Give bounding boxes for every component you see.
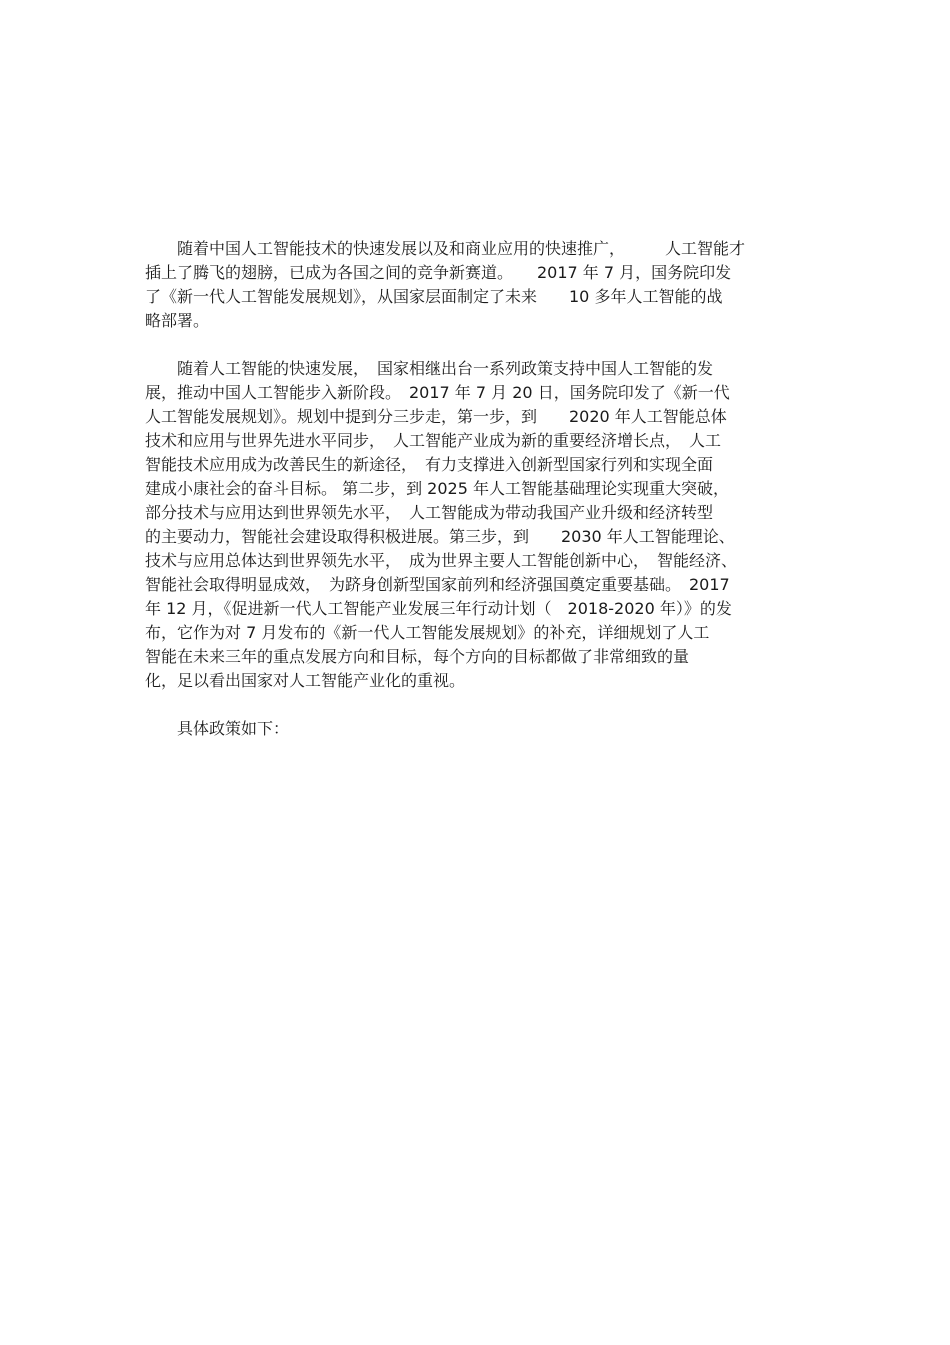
paragraph-line: 具体政策如下：	[145, 719, 290, 738]
paragraph-line: 的主要动力，智能社会建设取得积极进展。第三步，到 2030 年人工智能理论、	[145, 527, 735, 546]
paragraph-line: 随着人工智能的快速发展， 国家相继出台一系列政策支持中国人工智能的发	[145, 359, 714, 378]
paragraph-line: 布，它作为对 7 月发布的《新一代人工智能发展规划》的补充，详细规划了人工	[145, 623, 710, 642]
paragraph-line: 技术和应用与世界先进水平同步， 人工智能产业成为新的重要经济增长点， 人工	[145, 431, 722, 450]
paragraph-line: 化，足以看出国家对人工智能产业化的重视。	[145, 671, 466, 690]
paragraph-line: 智能社会取得明显成效， 为跻身创新型国家前列和经济强国奠定重要基础。 2017	[145, 575, 730, 594]
paragraph-line: 智能在未来三年的重点发展方向和目标，每个方向的目标都做了非常细致的量	[145, 647, 690, 666]
paragraph-line: 建成小康社会的奋斗目标。 第二步，到 2025 年人工智能基础理论实现重大突破，	[145, 479, 729, 498]
paragraph-line: 了《新一代人工智能发展规划》，从国家层面制定了未来 10 多年人工智能的战	[145, 287, 723, 306]
paragraph-line: 智能技术应用成为改善民生的新途径， 有力支撑进入创新型国家行列和实现全面	[145, 455, 714, 474]
paragraph-line: 部分技术与应用达到世界领先水平， 人工智能成为带动我国产业升级和经济转型	[145, 503, 714, 522]
paragraph-line: 人工智能发展规划》。规划中提到分三步走，第一步，到 2020 年人工智能总体	[145, 407, 727, 426]
paragraph-line: 插上了腾飞的翅膀，已成为各国之间的竞争新赛道。 2017 年 7 月，国务院印发	[145, 263, 732, 282]
paragraph-line: 展，推动中国人工智能步入新阶段。 2017 年 7 月 20 日，国务院印发了《新一代	[145, 383, 730, 402]
paragraph-line: 随着中国人工智能技术的快速发展以及和商业应用的快速推广， 人工智能才	[145, 239, 746, 258]
paragraph-line: 年 12 月，《促进新一代人工智能产业发展三年行动计划（ 2018-2020 年）》的发	[145, 599, 732, 618]
paragraph-line: 技术与应用总体达到世界领先水平， 成为世界主要人工智能创新中心， 智能经济、	[145, 551, 738, 570]
paragraph-line: 略部署。	[145, 311, 210, 330]
